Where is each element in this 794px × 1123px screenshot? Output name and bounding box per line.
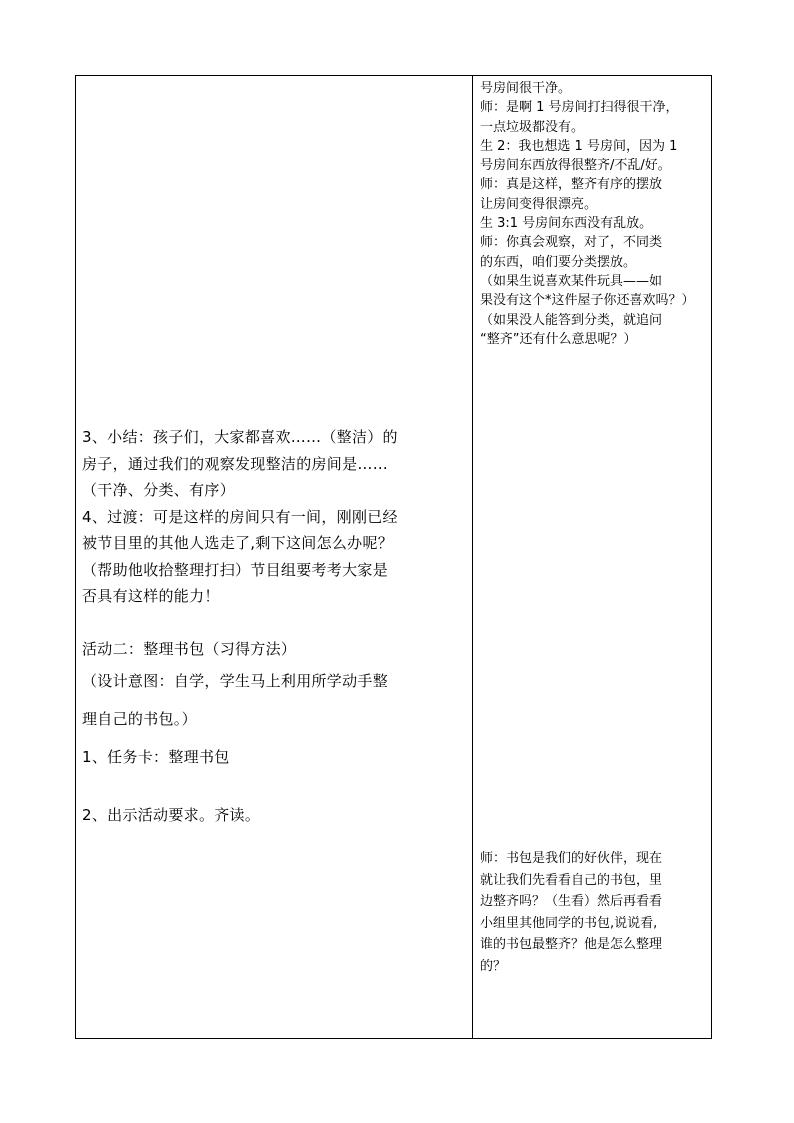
- dialogue-line: “整齐”还有什么意思呢？）: [480, 331, 637, 347]
- bag-dialogue-line: 小组里其他同学的书包,说说看,: [480, 915, 658, 931]
- column-divider: [472, 76, 473, 1038]
- summary-line: 房子，通过我们的观察发现整洁的房间是……: [82, 454, 389, 473]
- transition-line: 4、过渡：可是这样的房间只有一间，刚刚已经: [82, 507, 398, 526]
- blank-line: [82, 610, 466, 636]
- dialogue-line: 果没有这个*这件屋子你还喜欢吗？）: [480, 293, 695, 309]
- bag-dialogue-line: 就让我们先看看自己的书包，里: [480, 872, 663, 888]
- transition-line: （帮助他收拾整理打扫）节目组要考考大家是: [82, 560, 389, 579]
- transition-line: 被节目里的其他人选走了,剩下这间怎么办呢？: [82, 534, 394, 552]
- dialogue-line: （如果生说喜欢某件玩具——如: [480, 273, 663, 289]
- right-column-dialogue: [480, 79, 708, 349]
- dialogue-line: （如果没人能答到分类，就追问: [480, 312, 663, 328]
- bag-dialogue-line: 边整齐吗？（生看）然后再看看: [480, 894, 663, 909]
- left-column: [82, 424, 466, 834]
- right-column-bag-dialogue: [480, 848, 708, 977]
- bag-dialogue-line: 的？: [480, 958, 507, 974]
- dialogue-line: 生 3:1 号房间东西没有乱放。: [480, 216, 653, 232]
- summary-line: （干净、分类、有序）: [82, 481, 236, 499]
- design-intent-line: （设计意图：自学，学生马上利用所学动手整: [82, 672, 389, 690]
- dialogue-line: 的东西，咱们要分类摆放。: [480, 254, 637, 270]
- transition-line: 否具有这样的能力！: [82, 587, 220, 605]
- dialogue-line: 号房间东西放得很整齐/不乱/好。: [480, 158, 671, 174]
- activity-requirement: 2、出示活动要求。齐读。: [82, 806, 261, 824]
- dialogue-line: 师：你真会观察，对了，不同类: [480, 235, 663, 251]
- summary-line: 3、小结：孩子们，大家都喜欢……（整洁）的: [82, 428, 398, 446]
- dialogue-line: 让房间变得很漂亮。: [480, 196, 598, 212]
- dialogue-line: 号房间很干净。: [480, 81, 572, 96]
- dialogue-line: 生 2：我也想选 1 号房间，因为 1: [480, 138, 678, 154]
- bag-dialogue-line: 谁的书包最整齐？他是怎么整理: [480, 937, 663, 952]
- task-card: 1、任务卡：整理书包: [82, 748, 230, 766]
- dialogue-line: 师：真是这样，整齐有序的摆放: [480, 177, 663, 193]
- design-intent-line: 理自己的书包。）: [82, 710, 197, 728]
- blank-line: [82, 776, 466, 796]
- bag-dialogue-line: 师：书包是我们的好伙伴，现在: [480, 851, 663, 866]
- lesson-plan-table: [75, 75, 712, 1039]
- dialogue-line: 一点垃圾都没有。: [480, 119, 585, 135]
- activity-title: 活动二：整理书包（习得方法）: [82, 639, 297, 658]
- dialogue-line: 师：是啊 1 号房间打扫得很干净，: [480, 100, 679, 116]
